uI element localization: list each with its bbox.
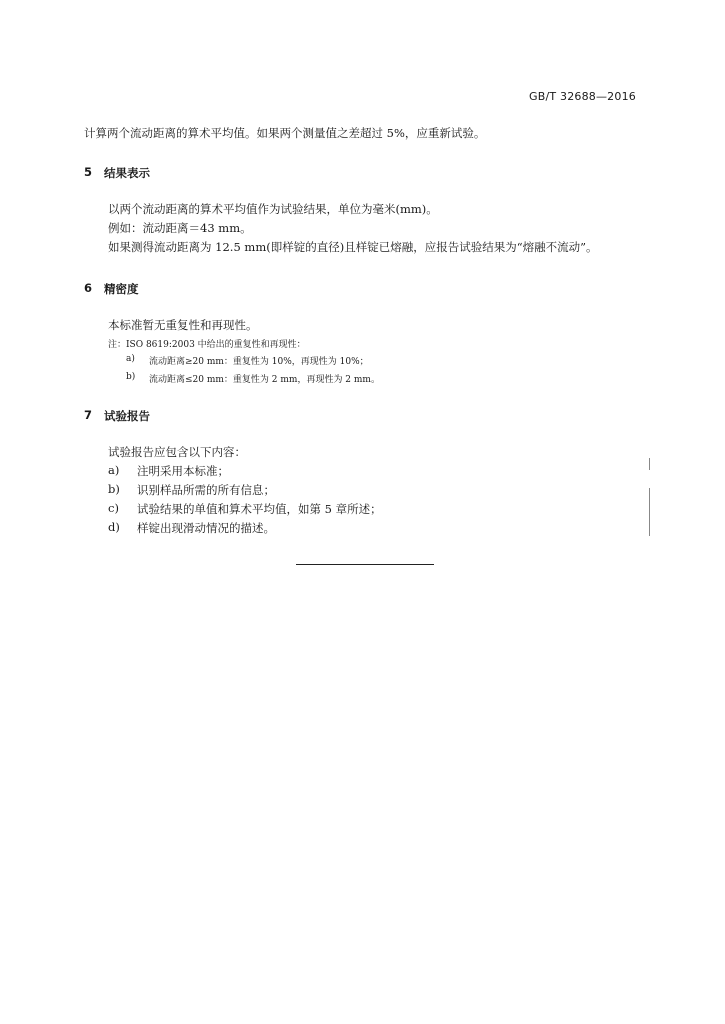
section-6-number: 6 [84, 281, 93, 295]
end-rule [296, 564, 434, 565]
section-5-number: 5 [84, 165, 93, 179]
section-7-title: 试验报告 [104, 409, 150, 423]
section-7-number: 7 [84, 408, 93, 422]
list-item: 识别样品所需的所有信息； [137, 483, 275, 497]
section-6-note-a-text: 流动距离≥20 mm：重复性为 10%，再现性为 10%； [149, 357, 369, 367]
list-item: 试验结果的单值和算术平均值，如第 5 章所述； [137, 502, 382, 516]
section-6-note: 注：ISO 8619:2003 中给出的重复性和再现性： [108, 340, 306, 350]
section-6-para-1: 本标准暂无重复性和再现性。 [108, 318, 258, 332]
list-item-marker: d) [108, 520, 120, 534]
section-6-note-a-marker: a) [126, 354, 135, 364]
list-item: 样锭出现滑动情况的描述。 [137, 521, 275, 535]
standard-code: GB/T 32688—2016 [529, 90, 636, 103]
intro-line: 计算两个流动距离的算术平均值。如果两个测量值之差超过 5%，应重新试验。 [84, 126, 486, 140]
section-7-lead: 试验报告应包含以下内容： [108, 445, 246, 459]
section-5-para-3: 如果测得流动距离为 12.5 mm(即样锭的直径)且样锭已熔融，应报告试验结果为“熔融不流动”。 [108, 240, 598, 254]
section-5-title: 结果表示 [104, 166, 150, 180]
section-5-example: 例如：流动距离＝43 mm。 [108, 221, 252, 235]
section-6-note-b-marker: b) [126, 372, 136, 382]
section-5-para-1: 以两个流动距离的算术平均值作为试验结果，单位为毫米(mm)。 [108, 202, 438, 216]
list-item-marker: a) [108, 463, 120, 477]
list-item-marker: c) [108, 501, 119, 515]
scan-mark [649, 458, 650, 470]
list-item: 注明采用本标准； [137, 464, 229, 478]
section-6-note-b-text: 流动距离≤20 mm：重复性为 2 mm，再现性为 2 mm。 [149, 375, 380, 385]
section-6-title: 精密度 [104, 282, 139, 296]
list-item-marker: b) [108, 482, 120, 496]
scan-mark [649, 488, 650, 536]
